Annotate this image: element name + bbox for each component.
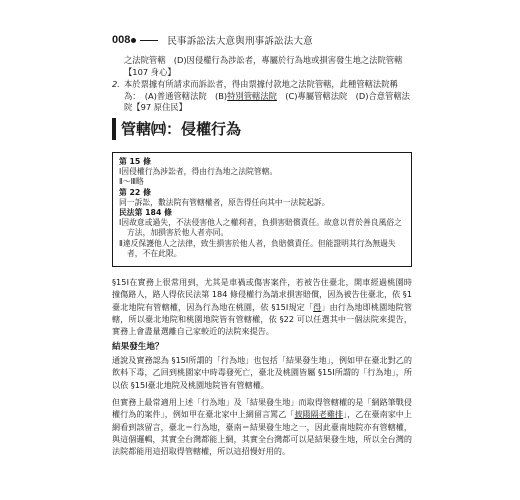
quoted-phrase: 披陽隔老雞排 [294, 409, 344, 420]
page-number: 008 [112, 34, 131, 46]
paragraph-3-text: 但實務上最常適用上述「行為地」及「結果發生地」而取得管轄權的是「網路筆戰侵權行為的案件」，例如甲在臺北家中上網留言罵乙「 [112, 397, 412, 420]
paragraph-3-text-end: 」，乙在臺南家中上網看到該留言，臺北＝行為地，臺南＝結果發生地之一，因此臺南地院亦有管轄權，與這個邏輯，其實全台灣都能上網，其實全台灣都可以是結果發生地，所以全台灣的法院都能用這招取得管轄權，所以這招慢好用的。 [112, 409, 412, 457]
question-2-options [112, 91, 414, 103]
header-rule [140, 40, 158, 41]
section-bar [112, 118, 116, 140]
article-15-title: 第 15 條 [119, 157, 151, 166]
answer-text [124, 55, 414, 78]
option-a: 為： (A)普通管轄法院 (B) [124, 90, 228, 101]
question-2 [112, 79, 414, 114]
answer-line: 之法院管轄 (D)因侵權行為涉訟者，專屬於行為地或損害發生地之法院管轄 [124, 55, 403, 65]
paragraph-3 [112, 396, 412, 457]
emphasis-word: 得 [313, 301, 322, 312]
article-15-para1: Ⅰ因侵權行為涉訟者，得由行為地之法院管轄。 [119, 167, 278, 177]
paragraph-1-text-end: 」由行為地即桃園地院管轄，所以臺北地院和桃園地院皆有管轄權，依 §22 可以任選其中一個法院來提告，實務上會盡量選離自己家較近的法院來提告。 [112, 301, 412, 337]
article-22-title: 第 22 條 [119, 187, 151, 197]
section-heading [112, 118, 414, 140]
article-15-para2: Ⅱ～Ⅲ略 [119, 177, 144, 187]
question-2-source: 院【97 原住民】 [124, 102, 187, 112]
statute-box [112, 152, 412, 267]
paragraph-2: 通說及實務認為 §15Ⅰ所謂的「行為地」也包括「結果發生地」，例如甲在臺北對乙的飲料下毒，乙回到桃園家中時毒發死亡，臺北及桃園皆屬 §15Ⅰ所謂的「行為地」，所以依 §15Ⅰ臺北地院及桃園地院皆有管轄權。 [112, 355, 412, 390]
question-number: 2. [112, 79, 120, 89]
civil-184-para2: Ⅱ違反保護他人之法律，致生損害於他人者，負賠償責任。但能證明其行為無過失者，不在此限。 [119, 238, 396, 258]
header-dot-icon [131, 38, 136, 43]
article-22-para1: 同一訴訟，數法院有管轄權者，原告得任向其中一法院起訴。 [119, 197, 330, 207]
correct-option: 特別管轄法院 [227, 90, 277, 101]
question-2-stem: 本於票據有所請求而訴訟者，得由票據付款地之法院管轄，此種管轄法院稱 [124, 79, 398, 89]
section-title: 管轄㈣：侵權行為 [121, 120, 242, 138]
paragraph-1 [112, 276, 412, 337]
civil-184-para1: Ⅰ因故意或過失，不法侵害他人之權利者，負損害賠償責任。故意以背於善良風俗之方法，加損害於他人者亦同。 [119, 218, 402, 238]
paragraph-1-text: §15Ⅰ在實務上很常用到，尤其是車禍或傷害案件，若被告住臺北，開車經過桃園時撞傷路人，路人得依民法第 184 條侵權行為請求損害賠償，因為被告住臺北，依 §1 臺北地院有管轄權，因為行為地在桃園，依 §15Ⅰ規定「 [112, 277, 412, 312]
question-heading: 結果發生地？ [112, 342, 164, 352]
running-header [112, 33, 442, 47]
question-2-row [112, 79, 414, 91]
book-title: 民事訴訟法大意與刑事訴訟法大意 [167, 36, 313, 47]
answer-source: 【107 身心】 [124, 66, 176, 77]
civil-184-title: 民法第 184 條 [119, 208, 172, 218]
option-cd: (C)專屬管轄法院 (D)合意管轄法 [276, 90, 410, 101]
